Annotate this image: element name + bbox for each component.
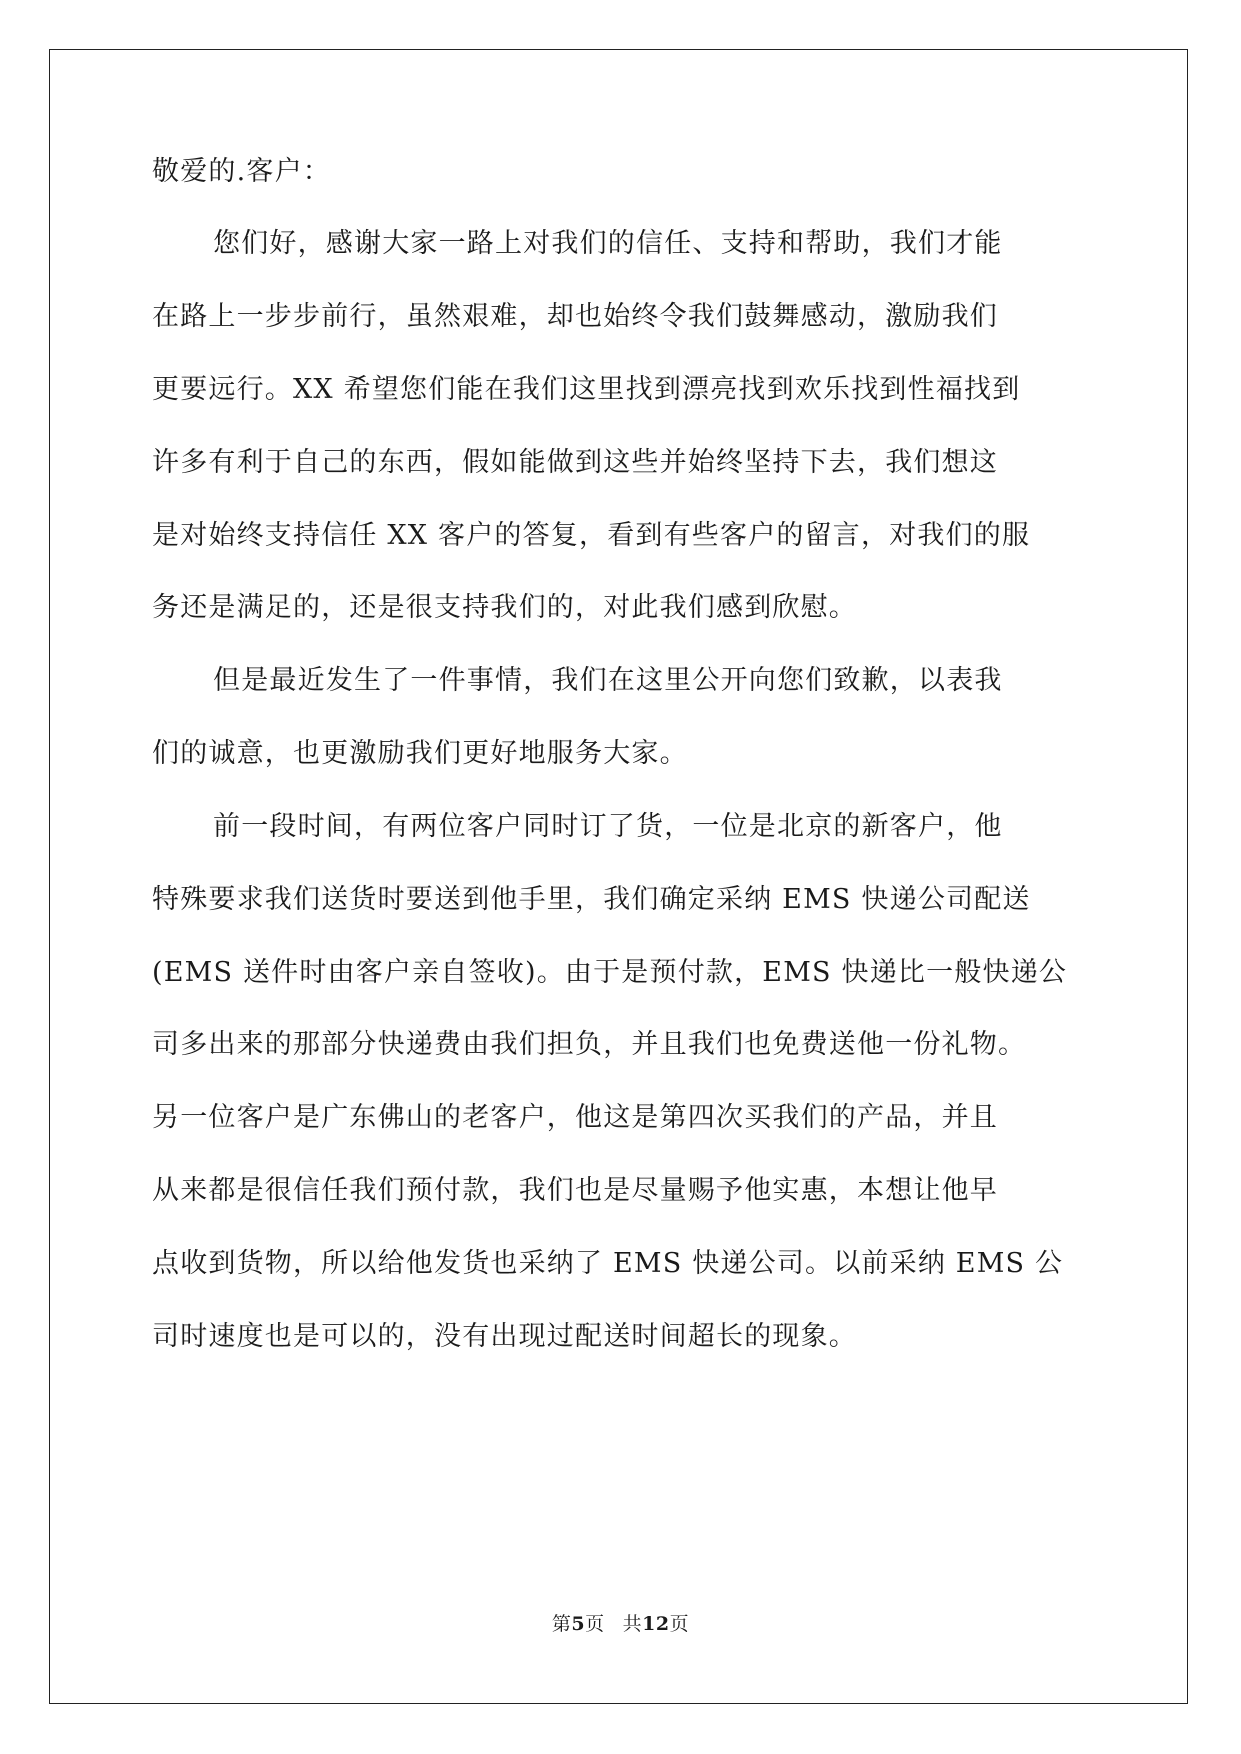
paragraph-line: 您们好，感谢大家一路上对我们的信任、支持和帮助，我们才能 [213, 228, 1003, 259]
paragraph-line: 另一位客户是广东佛山的老客户，他这是第四次买我们的产品，并且 [152, 1102, 998, 1133]
total-prefix: 共 [622, 1613, 643, 1635]
paragraph-line: 点收到货物，所以给他发货也采纳了 EMS 快递公司。以前采纳 EMS 公 [152, 1248, 1064, 1279]
paragraph-line: 司多出来的那部分快递费由我们担负，并且我们也免费送他一份礼物。 [152, 1029, 1027, 1060]
paragraph-line: 在路上一步步前行，虽然艰难，却也始终令我们鼓舞感动，激励我们 [152, 301, 998, 332]
total-suffix: 页 [669, 1613, 690, 1635]
paragraph-line: 务还是满足的，还是很支持我们的，对此我们感到欣慰。 [152, 592, 857, 623]
paragraph-line: 更要远行。XX 希望您们能在我们这里找到漂亮找到欢乐找到性福找到 [152, 374, 1021, 405]
paragraph-line: 特殊要求我们送货时要送到他手里，我们确定采纳 EMS 快递公司配送 [152, 884, 1031, 915]
salutation: 敬爱的.客户： [152, 156, 331, 187]
paragraph-line: 但是最近发生了一件事情，我们在这里公开向您们致歉，以表我 [213, 665, 1003, 696]
paragraph-line: 们的诚意，也更激励我们更好地服务大家。 [152, 738, 688, 769]
paragraph-line: 是对始终支持信任 XX 客户的答复，看到有些客户的留言，对我们的服 [152, 520, 1031, 551]
page-number: 5 [571, 1613, 586, 1635]
page-prefix: 第 [551, 1613, 572, 1635]
page-border [49, 49, 1188, 1704]
paragraph-line: (EMS 送件时由客户亲自签收)。由于是预付款，EMS 快递比一般快递公 [152, 957, 1068, 988]
paragraph-line: 前一段时间，有两位客户同时订了货，一位是北京的新客户，他 [213, 811, 1003, 842]
total-pages: 12 [642, 1613, 670, 1635]
paragraph-line: 许多有利于自己的东西，假如能做到这些并始终坚持下去，我们想这 [152, 447, 998, 478]
paragraph-line: 司时速度也是可以的，没有出现过配送时间超长的现象。 [152, 1321, 857, 1352]
paragraph-line: 从来都是很信任我们预付款，我们也是尽量赐予他实惠，本想让他早 [152, 1175, 998, 1206]
page-suffix: 页 [585, 1613, 605, 1635]
page-footer [0, 1612, 1241, 1636]
